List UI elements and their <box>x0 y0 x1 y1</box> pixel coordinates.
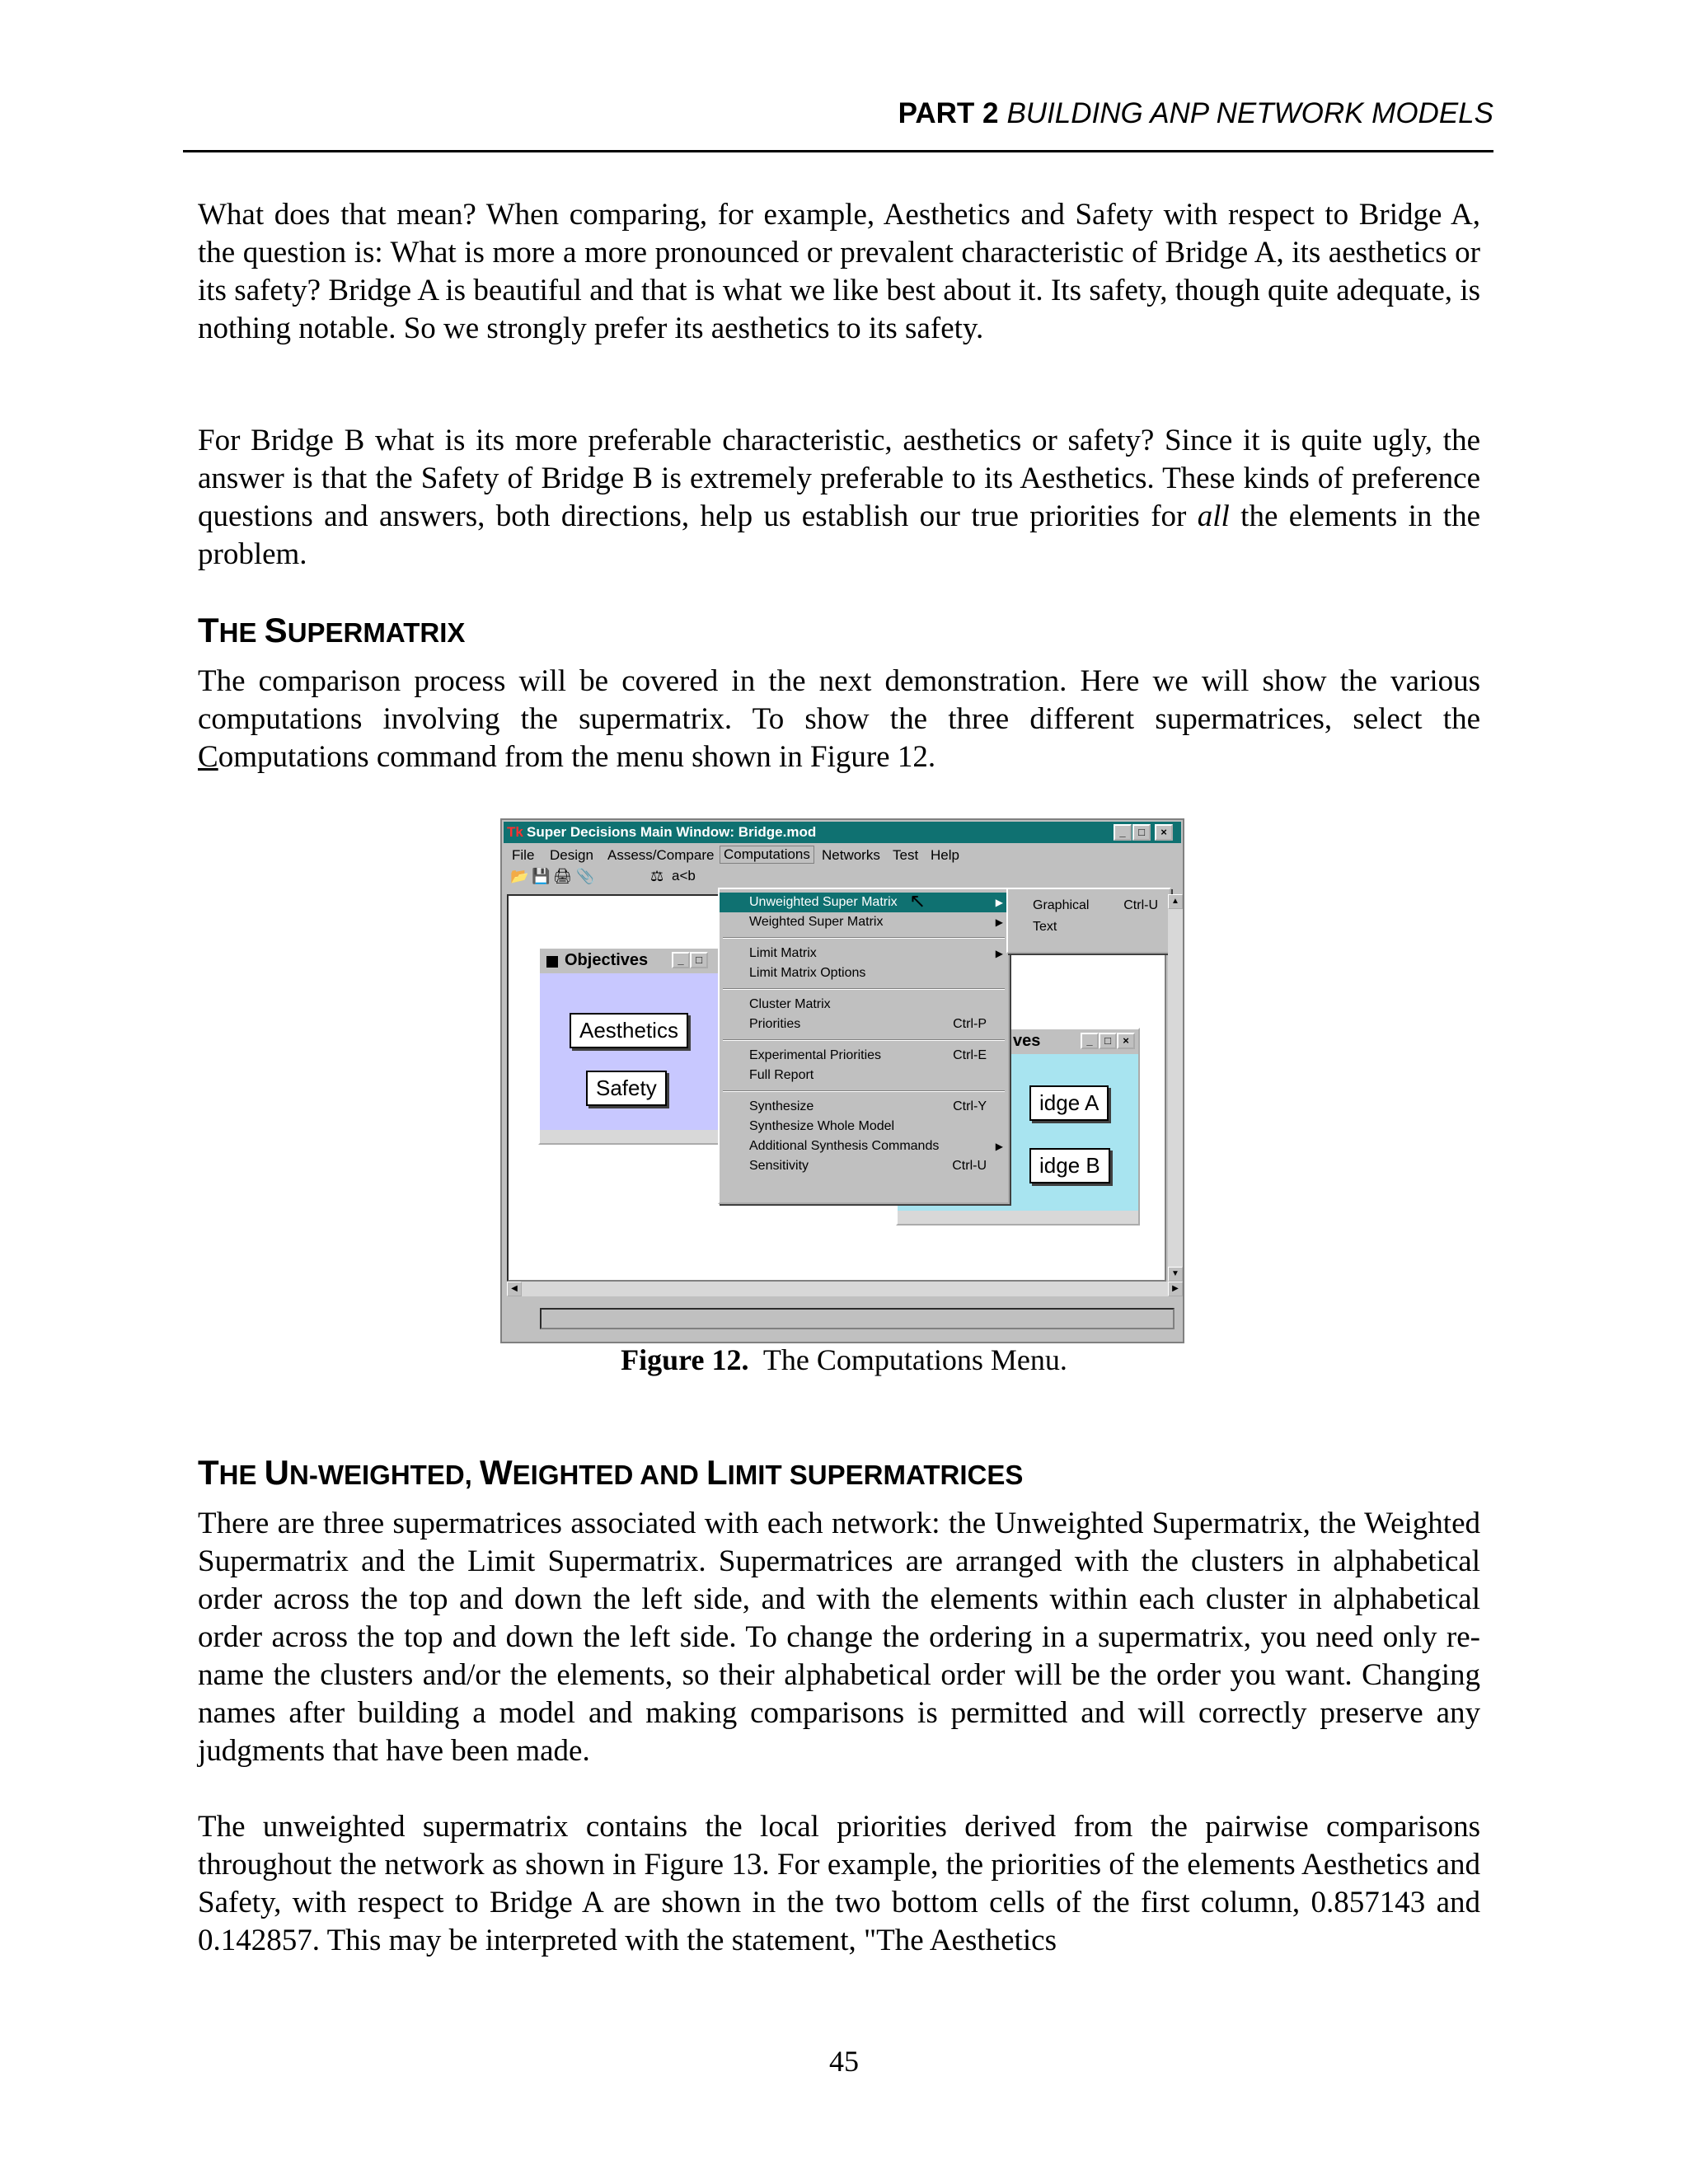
menu-separator <box>723 988 1005 990</box>
open-icon[interactable]: 📂 <box>510 868 529 884</box>
node-safety[interactable]: Safety <box>586 1071 667 1106</box>
scroll-down-icon[interactable]: ▼ <box>1168 1267 1183 1282</box>
menu-item-synthesize[interactable]: Synthesize Ctrl-Y <box>749 1099 987 1113</box>
save-icon[interactable]: 💾 <box>532 868 551 884</box>
menu-item-priorities[interactable]: Priorities Ctrl-P <box>749 1017 987 1031</box>
objectives-header <box>540 949 726 973</box>
alternatives-hscroll[interactable] <box>898 1211 1138 1224</box>
menu-design[interactable]: Design <box>550 847 593 863</box>
app-logo-icon: Tk <box>507 824 523 840</box>
unweighted-submenu <box>1006 888 1171 954</box>
menu-item-weighted-super-matrix[interactable]: Weighted Super Matrix ▶ <box>749 915 1003 929</box>
menu-item-cluster-matrix[interactable]: Cluster Matrix <box>749 997 831 1011</box>
heading-supermatrices: THE UN-WEIGHTED, WEIGHTED AND LIMIT SUPERMATRICES <box>198 1453 1024 1492</box>
horizontal-scrollbar[interactable] <box>507 1282 1183 1296</box>
computations-menu <box>718 888 1010 1204</box>
close-button[interactable]: × <box>1155 824 1173 841</box>
menu-item-limit-matrix[interactable]: Limit Matrix ▶ <box>749 946 1003 960</box>
menu-separator <box>723 1039 1005 1041</box>
header-title: BUILDING ANP NETWORK MODELS <box>1006 97 1493 129</box>
objectives-minimize-button[interactable]: _ <box>672 952 690 968</box>
figure-caption <box>0 1342 1688 1378</box>
objectives-window[interactable] <box>538 947 728 1145</box>
window-menu-icon[interactable] <box>545 954 560 969</box>
paragraph-3: The comparison process will be covered in the next demonstration. Here we will show the various computations involving the supermatrix. To show the three different supermatrices, select the Computations command from the menu shown in Figure 12. <box>198 664 1480 774</box>
mouse-cursor-icon: ↖ <box>909 890 926 912</box>
menu-separator <box>723 1090 1005 1092</box>
alternatives-close-button[interactable]: × <box>1117 1033 1135 1049</box>
node-aesthetics[interactable]: Aesthetics <box>570 1013 688 1048</box>
menu-item-synthesize-whole-model[interactable]: Synthesize Whole Model <box>749 1119 895 1133</box>
toolbar <box>504 866 1181 888</box>
node-bridge-a[interactable]: idge A <box>1029 1085 1109 1121</box>
print-icon[interactable]: 🖨 <box>553 868 572 884</box>
menu-item-additional-synthesis-commands[interactable]: Additional Synthesis Commands ▶ <box>749 1139 1003 1153</box>
node-bridge-b[interactable]: idge B <box>1029 1148 1110 1183</box>
menu-item-sensitivity[interactable]: Sensitivity Ctrl-U <box>749 1159 987 1173</box>
alternatives-maximize-button[interactable]: □ <box>1099 1033 1117 1049</box>
caption-label: Figure 12. <box>621 1343 749 1376</box>
menu-networks[interactable]: Networks <box>822 847 880 863</box>
paragraph-5: The unweighted supermatrix contains the local priorities derived from the pairwise comparisons throughout the network as shown in Figure 13. For example, the priorities of the elements Aesthetics and Safety, with respect to Bridge A are shown in the two bottom cells of the first column, 0.857143 and 0.142857. This may be interpreted with the statement, "The Aesthetics <box>198 1810 1480 1957</box>
heading-supermatrix: THE SUPERMATRIX <box>198 611 466 649</box>
minimize-button[interactable]: _ <box>1114 824 1132 841</box>
menu-assess-compare[interactable]: Assess/Compare <box>607 847 715 863</box>
caption-text: The Computations Menu. <box>762 1343 1067 1376</box>
menu-item-full-report[interactable]: Full Report <box>749 1068 814 1082</box>
window-title: Super Decisions Main Window: Bridge.mod <box>527 824 817 840</box>
underlined-c: C <box>198 740 218 774</box>
vertical-scrollbar[interactable] <box>1168 894 1183 1282</box>
menubar <box>504 845 1181 865</box>
header-part: PART 2 <box>898 97 999 129</box>
page-header <box>183 97 1493 152</box>
paragraph-2: For Bridge B what is its more preferable characteristic, aesthetics or safety? Since it is quite ugly, the answer is that the Safety of Bridge B is extremely preferable to its Aesthetics. These kinds of preference questions and answers, both directions, help us establish our true priorities for all the elements in the problem. <box>198 424 1480 571</box>
menu-item-unweighted-super-matrix[interactable]: Unweighted Super Matrix ▶ <box>720 893 1008 912</box>
menu-item-limit-matrix-options[interactable]: Limit Matrix Options <box>749 966 866 980</box>
paragraph-4: There are three supermatrices associated with each network: the Unweighted Supermatrix, the Weighted Supermatrix and the Limit Supermatrix. Supermatrices are arranged with the clusters in alphabetical order across the top and down the left side, and with the elements within each cluster in alphabetical order across the top and down the left side. To change the ordering in a supermatrix, you need only re-name the clusters and/or the elements, so their alphabetical order will be the order you want. Changing names after building a model and making comparisons is permitted and will correctly preserve any judgments that have been made. <box>198 1507 1480 1768</box>
alternatives-minimize-button[interactable]: _ <box>1081 1033 1099 1049</box>
menu-computations[interactable]: Computations <box>720 846 814 864</box>
alternatives-title: ves <box>1013 1032 1041 1050</box>
window-titlebar <box>504 822 1181 843</box>
scroll-left-icon[interactable]: ◀ <box>507 1282 522 1296</box>
emphasis-all: all <box>1197 499 1230 533</box>
menu-separator <box>723 937 1005 939</box>
compare-icon[interactable]: ⚖ <box>650 868 664 884</box>
submenu-item-text[interactable]: Text <box>1033 920 1057 934</box>
attach-icon[interactable]: 📎 <box>576 868 595 884</box>
scroll-right-icon[interactable]: ▶ <box>1168 1282 1183 1296</box>
figure-screenshot <box>500 818 1184 1343</box>
submenu-item-graphical[interactable]: Graphical Ctrl-U <box>1033 898 1158 912</box>
objectives-maximize-button[interactable]: □ <box>690 952 708 968</box>
paragraph-1: What does that mean? When comparing, for example, Aesthetics and Safety with respect to Bridge A, the question is: What is more a more pronounced or prevalent characteristic of Bridge A, its aesthetics or its safety? Bridge A is beautiful and that is what we like best about it. Its safety, though quite adequate, is nothing notable. So we strongly prefer its aesthetics to its safety. <box>198 198 1480 345</box>
menu-help[interactable]: Help <box>931 847 959 863</box>
scroll-up-icon[interactable]: ▲ <box>1168 894 1183 909</box>
menu-item-experimental-priorities[interactable]: Experimental Priorities Ctrl-E <box>749 1048 987 1062</box>
objectives-title: Objectives <box>565 951 649 969</box>
menu-file[interactable]: File <box>512 847 535 863</box>
compare-label[interactable]: a<b <box>672 868 696 883</box>
maximize-button[interactable]: □ <box>1132 824 1151 841</box>
status-bar <box>507 1303 1183 1336</box>
menu-test[interactable]: Test <box>893 847 919 863</box>
page-number: 45 <box>829 2045 859 2078</box>
objectives-hscroll[interactable] <box>540 1130 726 1143</box>
status-field <box>540 1308 1175 1329</box>
